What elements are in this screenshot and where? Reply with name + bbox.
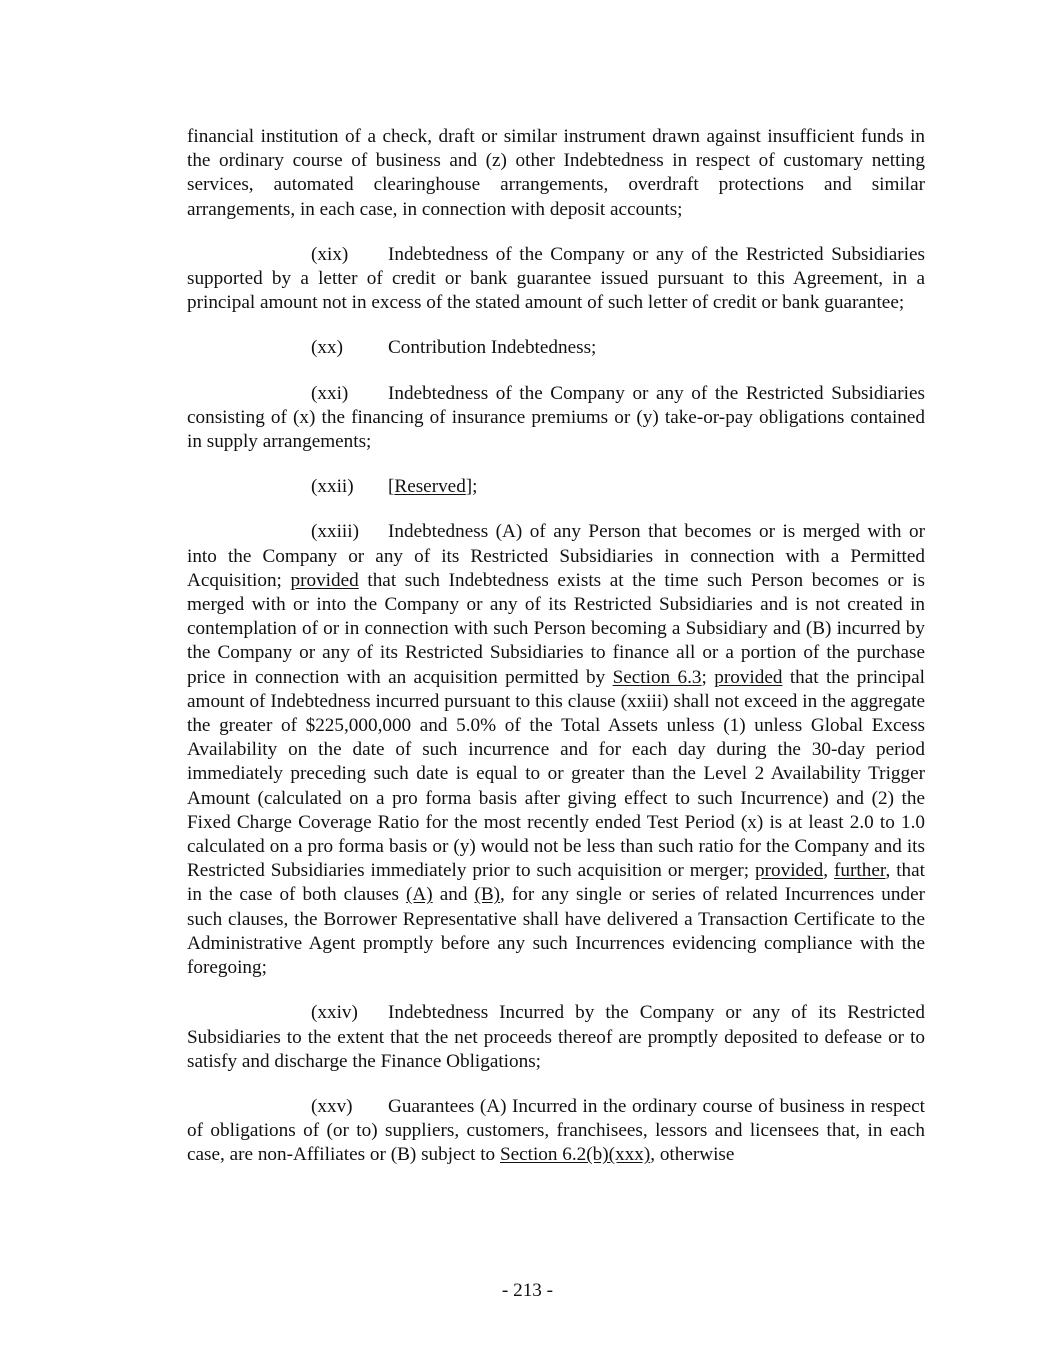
clause-text: Contribution Indebtedness; xyxy=(388,337,597,359)
clause-number: (xxii) xyxy=(311,476,354,498)
provided-term: provided xyxy=(290,569,359,591)
clause-b-reference: (B) xyxy=(474,884,501,906)
section-reference-link[interactable]: Section 6.2(b)(xxx) xyxy=(499,1144,651,1166)
clause-number: (xxiii) xyxy=(311,521,359,543)
clause-number: (xix) xyxy=(311,243,349,265)
clause-text: Indebtedness Incurred by the Company or any of its Restricted Subsidiaries to the extent that the net proceeds thereof are promptly deposited to defease or to satisfy and discharge the Finance Obligations; xyxy=(187,1002,925,1072)
clause-text: , for any single or series of related Incurrences under such clauses, the Borrower Representative shall have delivered a Transaction Certificate to the Administrative Agent promptly before any such Incurrences evidencing compliance with the foregoing; xyxy=(187,884,925,979)
clause-xx xyxy=(187,336,925,360)
clause-xix xyxy=(187,243,925,316)
document-body xyxy=(187,125,925,1189)
clause-text: Indebtedness of the Company or any of the Restricted Subsidiaries supported by a letter of credit or bank guarantee issued pursuant to this Agreement, in a principal amount not in excess of the stated amount of such letter of credit or bank guarantee; xyxy=(187,243,925,314)
clause-text: that such Indebtedness exists at the time such Person becomes or is merged with or into the Company or any of its Restricted Subsidiaries and is not created in contemplation of or in connection with such Person becoming a Subsidiary and (B) incurred by the Company or any of its Restricted Subsidiaries to finance all or a portion of the purchase price in connection with an acquisition permitted by xyxy=(187,569,925,688)
clause-text: Guarantees (A) Incurred in the ordinary course of business in respect of obligations of (or to) suppliers, customers, franchisees, lessors and licensees that, in each case, are non-Affiliates or (B) subject to xyxy=(187,1095,925,1166)
clause-text: Indebtedness (A) of any Person that becomes or is merged with or into the Company or any of its Restricted Subsidiaries in connection with a Permitted Acquisition; xyxy=(187,521,925,591)
clause-xxv xyxy=(187,1095,925,1168)
paragraph-continuation xyxy=(187,125,925,222)
bracket-close: ]; xyxy=(465,476,478,498)
clause-number: (xxv) xyxy=(311,1095,353,1117)
clause-xxii xyxy=(187,475,925,499)
clause-text: and xyxy=(432,884,475,906)
clause-xxiv xyxy=(187,1001,925,1074)
clause-xxi xyxy=(187,382,925,455)
provided-term: provided xyxy=(714,666,783,688)
clause-number: (xxi) xyxy=(311,382,349,404)
clause-number: (xxiv) xyxy=(311,1002,358,1024)
clause-text: that the principal amount of Indebtedness incurred pursuant to this clause (xxiii) shall not exceed in the aggregate the greater of $225,000,000 and 5.0% of the Total Assets unless (1) unless Global Excess Availability on the date of such incurrence and for each day during the 30-day period immediately preceding such date is equal to or greater than the Level 2 Availability Trigger Amount (calculated on a pro forma basis after giving effect to such Incurrence) and (2) the Fixed Charge Coverage Ratio for the most recently ended Test Period (x) is at least 2.0 to 1.0 calculated on a pro forma basis or (y) would not be less than such ratio for the Company and its Restricted Subsidiaries immediately prior to such acquisition or merger; xyxy=(187,666,925,882)
clause-text: , that in the case of both clauses xyxy=(187,860,925,906)
clause-text: , xyxy=(823,860,835,882)
clause-text: ; xyxy=(701,666,715,688)
clause-xxiii xyxy=(187,520,925,980)
clause-a-reference: (A) xyxy=(406,884,433,906)
further-term: further xyxy=(834,860,886,882)
clause-text: Indebtedness of the Company or any of the Restricted Subsidiaries consisting of (x) the financing of insurance premiums or (y) take-or-pay obligations contained in supply arrangements; xyxy=(187,382,925,453)
paragraph-text: financial institution of a check, draft or similar instrument drawn against insufficient funds in the ordinary course of business and (z) other Indebtedness in respect of customary netting services, automated clearinghouse arrangements, overdraft protections and similar arrangements, in each case, in connection with deposit accounts; xyxy=(187,126,925,220)
section-reference-link[interactable]: Section 6.3 xyxy=(612,666,702,688)
clause-number: (xx) xyxy=(311,337,343,359)
clause-text: , otherwise xyxy=(650,1144,735,1166)
provided-term: provided xyxy=(755,860,824,882)
page-number: - 213 - xyxy=(501,1280,554,1301)
bracket-open: [ xyxy=(388,476,395,498)
reserved-text: Reserved xyxy=(394,476,466,498)
